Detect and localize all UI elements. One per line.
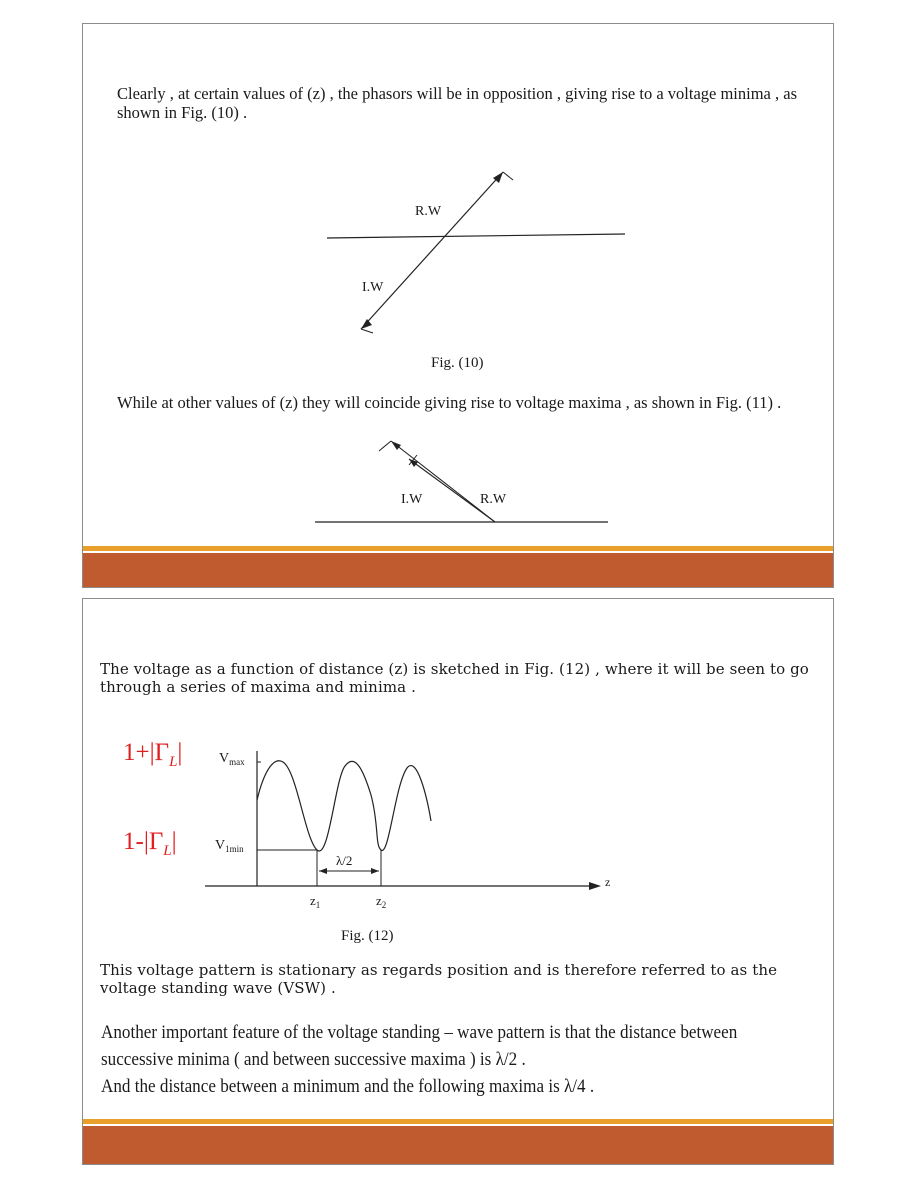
footer-bar [83, 1126, 833, 1165]
fig10-rw-label: R.W [415, 204, 442, 219]
fig10-arrowhead-down [361, 319, 372, 329]
figure-12 [83, 599, 834, 949]
z1-label: $z_1$ [310, 893, 321, 910]
fig11-rw-label: R.W [480, 492, 507, 507]
vmin-label: $V_{1min}$ [215, 838, 244, 854]
slide-1 [82, 23, 834, 588]
accent-line [83, 546, 833, 551]
paragraph-feature-line3: And the distance between a minimum and the following maxima is λ/4 . [101, 1076, 595, 1097]
z-axis-arrowhead [589, 882, 601, 890]
paragraph-feature-line1: Another important feature of the voltage standing – wave pattern is that the distance between [101, 1022, 738, 1043]
paragraph-opposition: Clearly , at certain values of (z) , the phasors will be in opposition , giving rise to a voltage minima , as shown in Fig. (10) . [117, 84, 798, 122]
paragraph-feature-line2: successive minima ( and between successive maxima ) is λ/2 . [101, 1049, 526, 1070]
accent-line [83, 1119, 833, 1124]
paragraph-coincide: While at other values of (z) they will coincide giving rise to voltage maxima , as shown in Fig. (11) . [117, 393, 782, 412]
fig11-iw-label: I.W [401, 492, 423, 507]
slide-2 [82, 598, 834, 1165]
gamma-max-label: $1+|\Gamma_L|$ [123, 739, 183, 770]
fig12-caption: Fig. (12) [341, 928, 394, 944]
fig10-reference-line [327, 234, 625, 238]
paragraph-vsw: This voltage pattern is stationary as regards position and is therefore referred to as the voltage standing wave (VSW) . [100, 961, 778, 997]
paragraph-voltage-function: The voltage as a function of distance (z) is sketched in Fig. (12) , where it will be seen to go through a series of maxima and minima . [100, 660, 809, 696]
vmax-label: $V_{max}$ [219, 751, 245, 767]
half-wavelength-label: λ/2 [336, 853, 353, 868]
gamma-min-label: $1-|\Gamma_L|$ [123, 828, 177, 859]
fig10-iw-label: I.W [362, 280, 384, 295]
fig10-caption: Fig. (10) [431, 355, 484, 371]
figure-10 [83, 164, 834, 371]
z2-label: $z_2$ [376, 893, 387, 910]
fig10-phasor-line [361, 172, 503, 329]
figure-11 [83, 429, 834, 539]
fig11-rw-phasor [391, 441, 495, 522]
fig11-iw-phasor [409, 459, 495, 522]
footer-bar [83, 553, 833, 588]
z-axis-label: z [605, 875, 611, 889]
fig11-rw-arrowhead [391, 441, 401, 450]
standing-wave-curve [257, 761, 431, 851]
